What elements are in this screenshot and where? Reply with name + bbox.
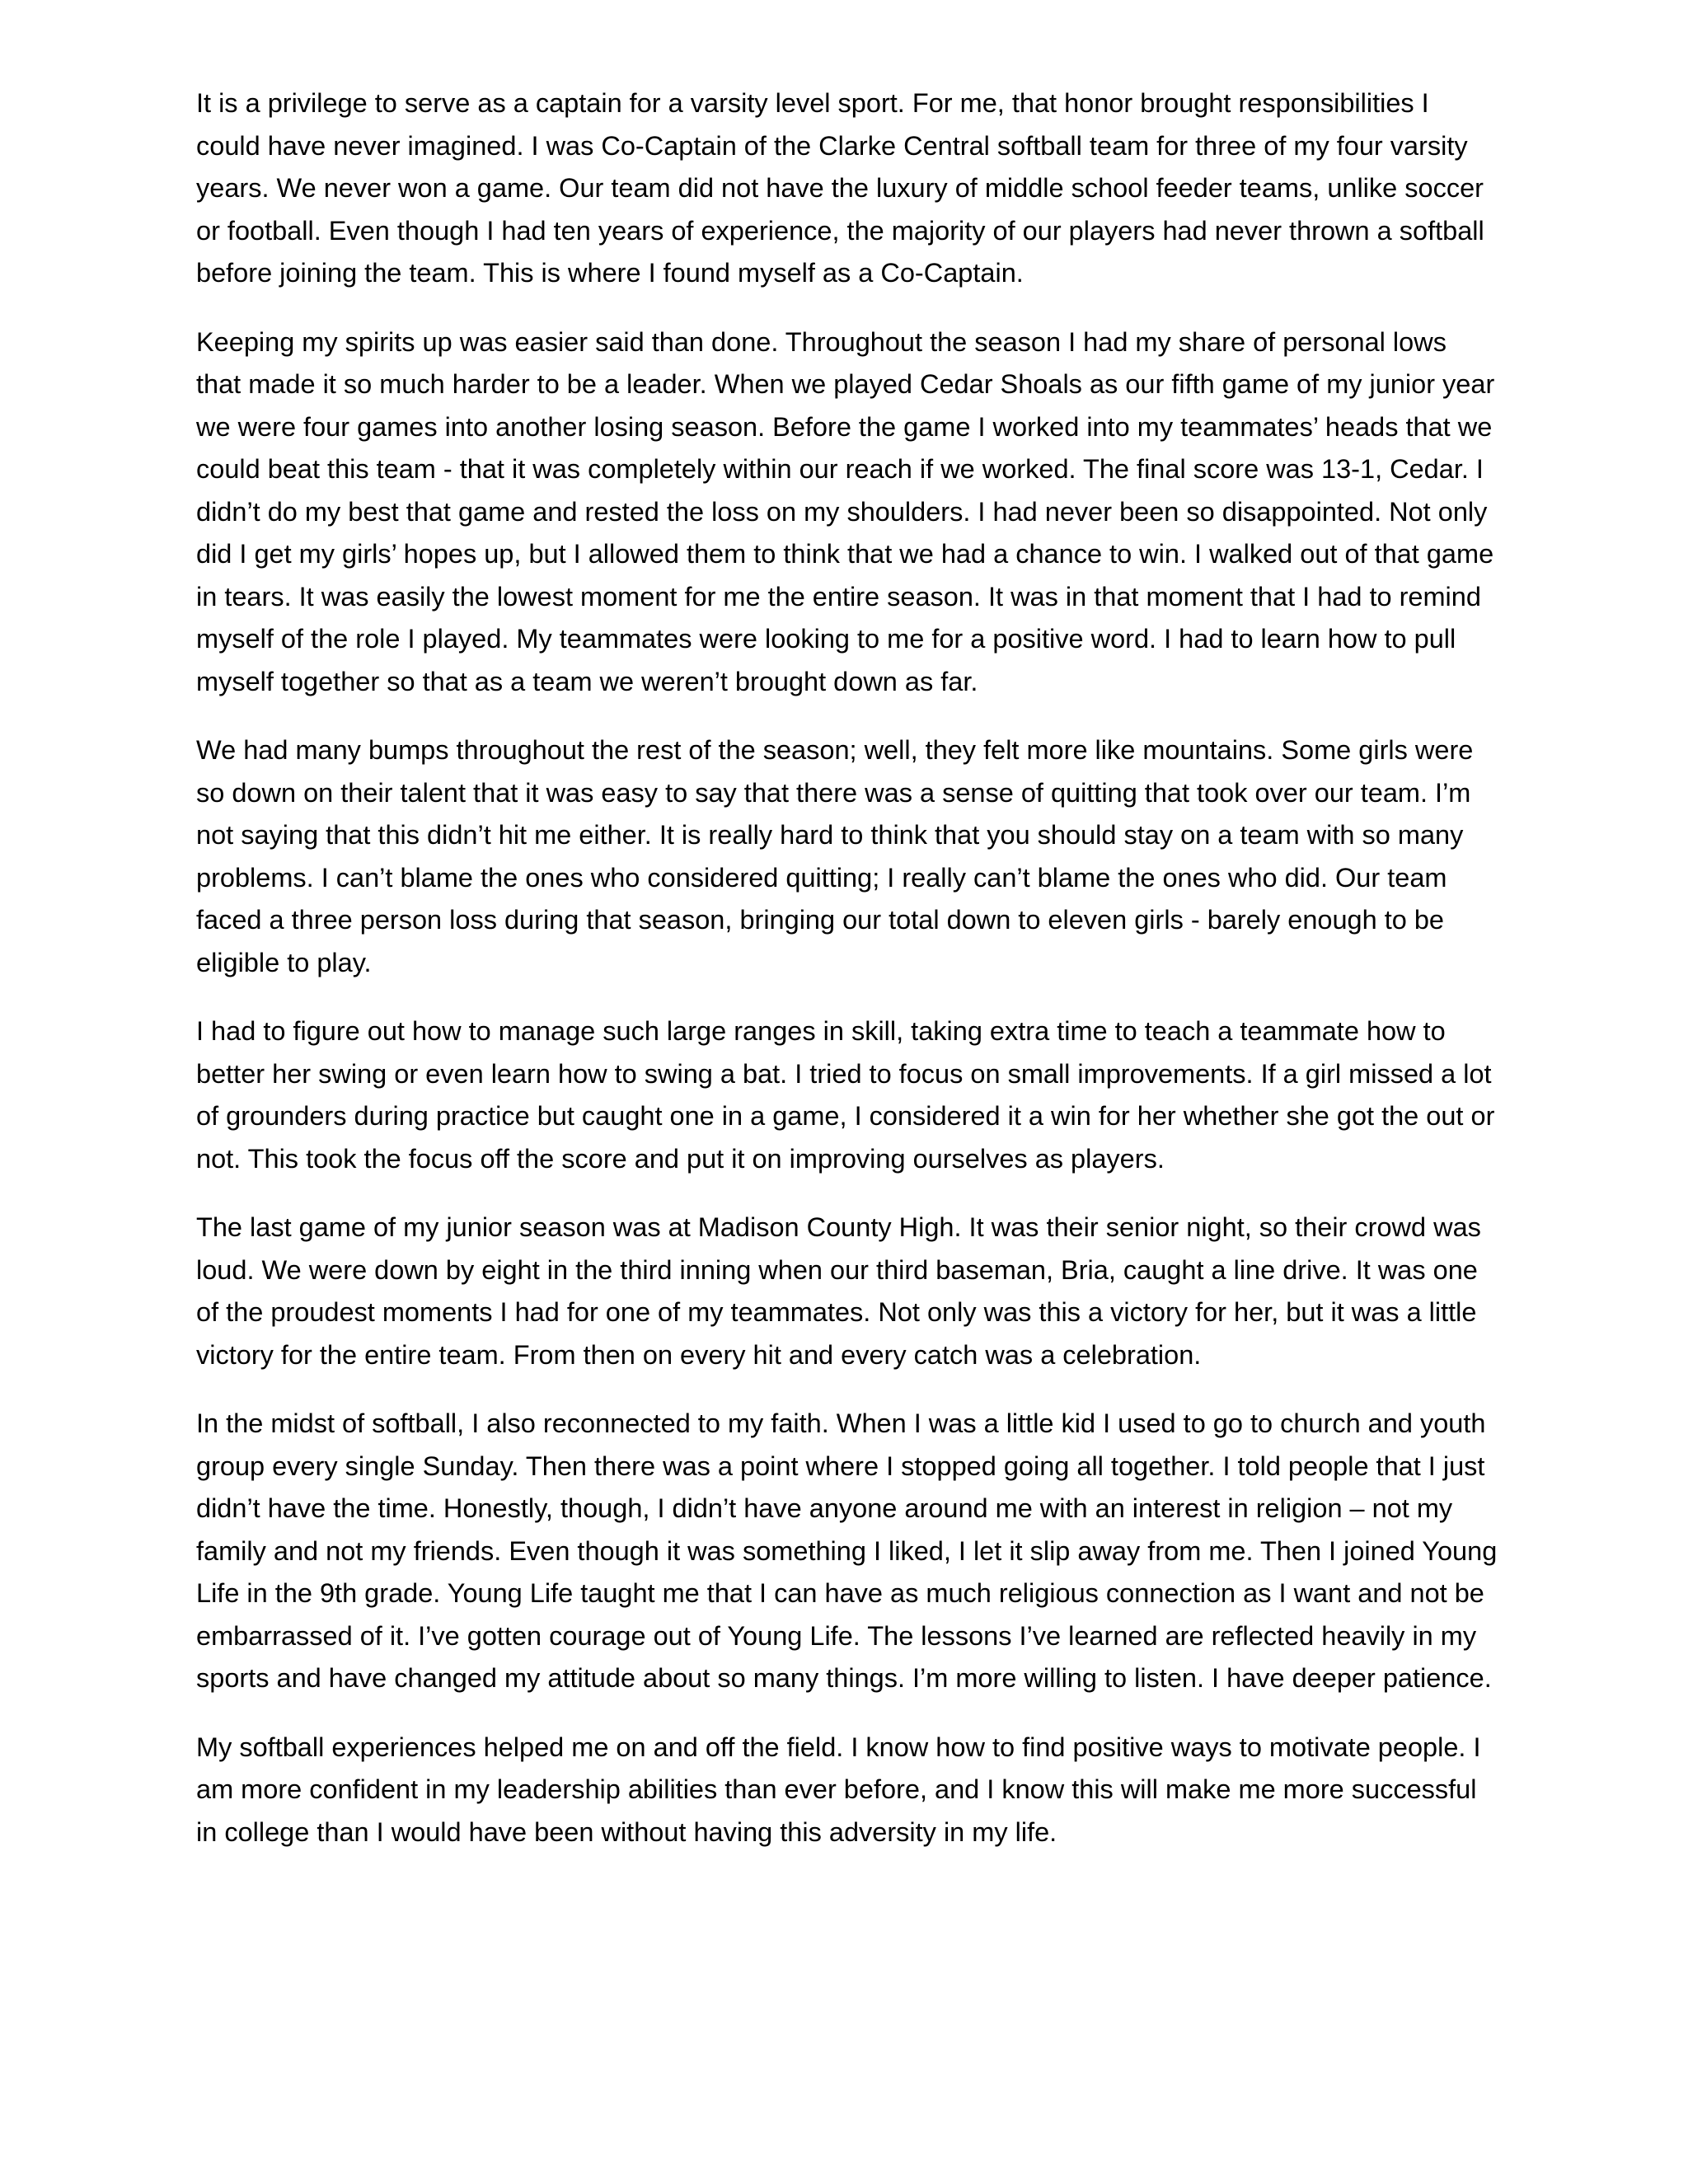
paragraph-conclusion: My softball experiences helped me on and off the field. I know how to find positive ways to motivate people. I am more confident in my leadership abilities than ever before, and I know this will make me more successful in college than I would have been without having this adversity in my life. <box>196 1732 1481 1847</box>
paragraph-faith: In the midst of softball, I also reconnected to my faith. When I was a little kid I used to go to church and youth group every single Sunday. Then there was a point where I stopped going all together. I told people that I just didn’t have the time. Honestly, though, I didn’t have anyone around me with an interest in religion – not my family and not my friends. Even though it was something I liked, I let it slip away from me. Then I joined Young Life in the 9th grade. Young Life taught me that I can have as much religious connection as I want and not be embarrassed of it. I’ve gotten courage out of Young Life. The lessons I’ve learned are reflected heavily in my sports and have changed my attitude about so many things. I’m more willing to listen. I have deeper patience. <box>196 1408 1498 1693</box>
paragraph-skill-ranges: I had to figure out how to manage such large ranges in skill, taking extra time to teach a teammate how to better her swing or even learn how to swing a bat. I tried to focus on small improvements. If a girl missed a lot of grounders during practice but caught one in a game, I considered it a win for her whether she got the out or not. This took the focus off the score and put it on improving ourselves as players. <box>196 1016 1495 1174</box>
essay-body <box>196 82 1498 1880</box>
paragraph-quitting: We had many bumps throughout the rest of the season; well, they felt more like mountains. Some girls were so down on their talent that it was easy to say that there was a sense of quitting that took over our team. I’m not saying that this didn’t hit me either. It is really hard to think that you should stay on a team with so many problems. I can’t blame the ones who considered quitting; I really can’t blame the ones who did. Our team faced a three person loss during that season, bringing our total down to eleven girls - barely enough to be eligible to play. <box>196 735 1474 977</box>
paragraph-captaincy: It is a privilege to serve as a captain for a varsity level sport. For me, that honor brought responsibilities I could have never imagined. I was Co-Captain of the Clarke Central softball team for three of my four varsity years. We never won a game. Our team did not have the luxury of middle school feeder teams, unlike soccer or football. Even though I had ten years of experience, the majority of our players had never thrown a softball before joining the team. This is where I found myself as a Co-Captain. <box>196 88 1484 288</box>
paragraph-madison-county-game: The last game of my junior season was at Madison County High. It was their senior night, so their crowd was loud. We were down by eight in the third inning when our third baseman, Bria, caught a line drive. It was one of the proudest moments I had for one of my teammates. Not only was this a victory for her, but it was a little victory for the entire team. From then on every hit and every catch was a celebration. <box>196 1212 1481 1370</box>
paragraph-cedar-shoals-game: Keeping my spirits up was easier said than done. Throughout the season I had my share of personal lows that made it so much harder to be a leader. When we played Cedar Shoals as our fifth game of my junior year we were four games into another losing season. Before the game I worked into my teammates’ heads that we could beat this team - that it was completely within our reach if we worked. The final score was 13-1, Cedar. I didn’t do my best that game and rested the loss on my shoulders. I had never been so disappointed. Not only did I get my girls’ hopes up, but I allowed them to think that we had a chance to win. I walked out of that game in tears. It was easily the lowest moment for me the entire season. It was in that moment that I had to remind myself of the role I played. My teammates were looking to me for a positive word. I had to learn how to pull myself together so that as a team we weren’t brought down as far. <box>196 326 1495 696</box>
